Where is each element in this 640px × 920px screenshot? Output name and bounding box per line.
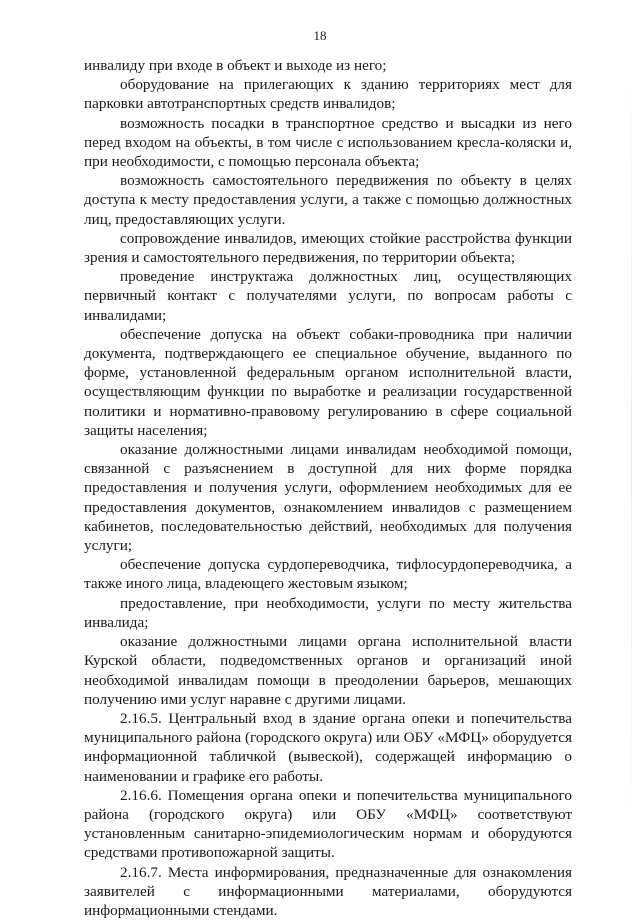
- paragraph: возможность самостоятельного передвижения по объекту в целях доступа к месту предоставления услуги, а также с помощью должностных лиц, предоставляющих услуги.: [84, 172, 572, 228]
- scan-edge-shadow: [631, 40, 632, 860]
- paragraph: проведение инструктажа должностных лиц, осуществляющих первичный контакт с получателями услуги, по вопросам работы с инвалидами;: [84, 268, 572, 324]
- paragraph: оказание должностными лицами инвалидам необходимой помощи, связанной с разъяснением в доступной для них форме порядка предоставления и получения услуги, оформлением необходимых для ее предоставления документов, ознакомлением инвалидов с размещением кабинетов, последовательностью действий, необходимых для получения услуги;: [84, 441, 572, 555]
- paragraph: возможность посадки в транспортное средство и высадки из него перед входом на объекты, в том числе с использованием кресла-коляски и, при необходимости, с помощью персонала объекта;: [84, 114, 572, 171]
- page-number: 18: [313, 28, 327, 43]
- paragraph-section-2-16-6: 2.16.6. Помещения органа опеки и попечительства муниципального района (городского округа) или ОБУ «МФЦ» соответствуют установленным санитарно-эпидемиологическим нормам и оборудуются средствами противопожарной защиты.: [84, 786, 572, 862]
- paragraph: сопровождение инвалидов, имеющих стойкие расстройства функции зрения и самостоятельного передвижения, по территории объекта;: [84, 229, 572, 267]
- paragraph: предоставление, при необходимости, услуги по месту жительства инвалида;: [84, 594, 572, 631]
- paragraph: оказание должностными лицами органа исполнительной власти Курской области, подведомственных органов и организаций иной необходимой инвалидам помощи в преодолении барьеров, мешающих получению ими услуг наравне с другими лицами.: [84, 633, 572, 708]
- document-body: [84, 56, 572, 920]
- paragraph-section-2-16-5: 2.16.5. Центральный вход в здание органа опеки и попечительства муниципального района (городского округа) или ОБУ «МФЦ» оборудуется информационной табличкой (вывеской), содержащей информацию о наименовании и графике его работы.: [84, 709, 572, 785]
- paragraph: обеспечение допуска на объект собаки-проводника при наличии документа, подтверждающего ее специальное обучение, выданного по форме, установленной федеральным органом исполнительной власти, осуществляющим функции по выработке и реализации государственной политики и нормативно-правовому регулированию в сфере социальной защиты населения;: [84, 325, 572, 439]
- paragraph: обеспечение допуска сурдопереводчика, тифлосурдопереводчика, а также иного лица, владеющего жестовым языком;: [84, 556, 572, 593]
- paragraph: инвалиду при входе в объект и выходе из него;: [84, 57, 387, 74]
- paragraph-section-2-16-7: 2.16.7. Места информирования, предназначенные для ознакомления заявителей с информационными материалами, оборудуются информационными стендами.: [84, 863, 572, 919]
- paragraph: оборудование на прилегающих к зданию территориях мест для парковки автотранспортных средств инвалидов;: [84, 76, 572, 113]
